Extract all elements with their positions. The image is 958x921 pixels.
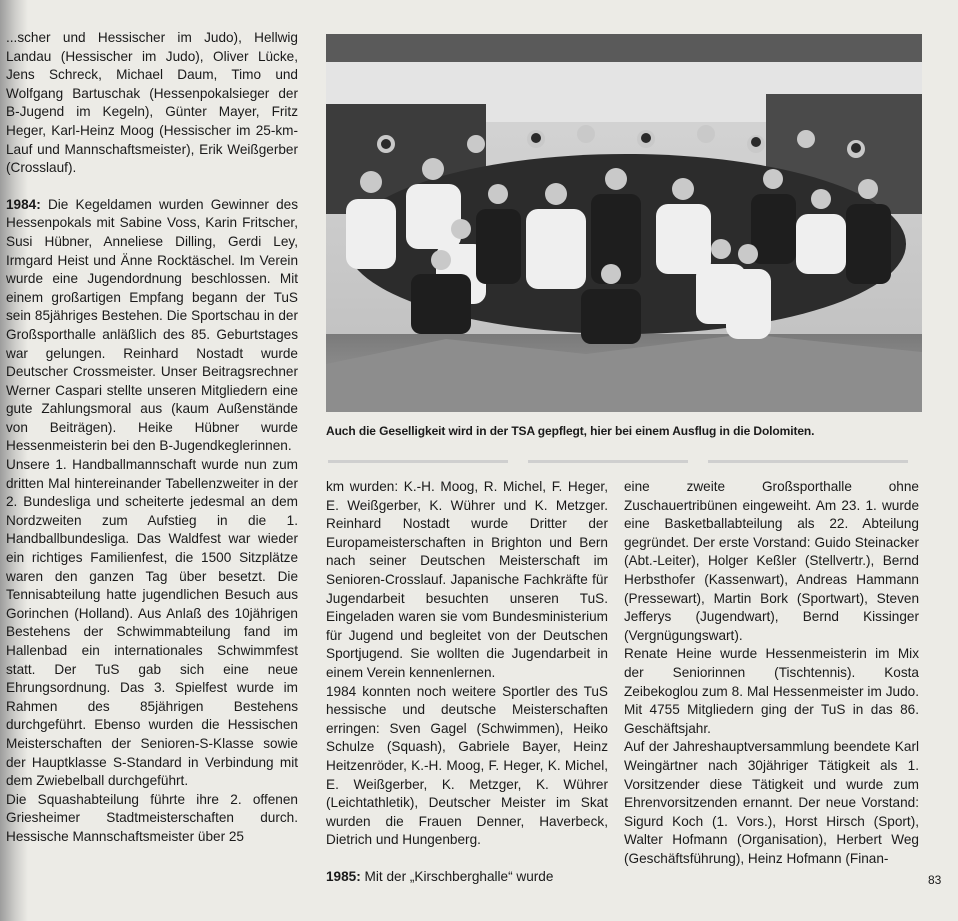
- text-column-right: [624, 478, 919, 868]
- group-photo-graphic: [326, 34, 922, 412]
- text-column-left: [6, 29, 298, 847]
- paragraph: Auf der Jahreshauptversammlung beendete Karl Weingärtner nach 30jähriger Tätigkeit als 1. Vorsitzender diese Tätigkeit und wurde zum Ehrenvorsitzenden ernannt. Der neue Vorstand: Sigurd Koch (1. Vors.), Horst Hirsch (Sport), Walter Hofmann (Organisation), Herbert Weg (Geschäftsführung), Heinz Hofmann (Finan-: [624, 739, 919, 866]
- photo-caption: Auch die Geselligkeit wird in der TSA gepflegt, hier bei einem Ausflug in die Dolomiten.: [326, 424, 815, 438]
- paragraph: 1985: Mit der „Kirschberghalle“ wurde: [326, 868, 554, 884]
- page-number: 83: [928, 873, 942, 887]
- paragraph: 1984 konnten noch weitere Sportler des TuS hessische und deutsche Meisterschaften erringen: Sven Gagel (Schwimmen), Heiko Schulze (Squash), Gabriele Bayer, Heinz Heitzenröder, K.-H. Moog, F. Heger, K. Michel, E. Weißgerber, K. Metzger, K. Wührer (Leichtathletik), Deutscher Meister im Skat wurden die Frauen Denner, Haverbeck, Dietrich und Hungenberg.: [326, 683, 608, 848]
- paragraph: Die Squashabteilung führte ihre 2. offenen Griesheimer Stadtmeisterschaften durch. Hessische Mannschaftsmeister über 25: [6, 791, 298, 844]
- paragraph: 1984: Die Kegeldamen wurden Gewinner des Hessenpokals mit Sabine Voss, Karin Fritscher, Susi Hübner, Anneliese Dilling, Gerdi Ley, Irmgard Heist und Änne Rocktäschel. Im Verein wurde eine Jugendordnung beschlossen. Mit einem großartigen Empfang begann der TuS sein 85jähriges Bestehen. Die Sportschau in der Großsporthalle anläßlich des 85. Geburtstages war gelungen. Reinhard Nostadt wurde Deutscher Crossmeister. Unser Beitragsrechner Werner Caspari stellte unseren Mitgliedern eine gute Zahlungsmoral aus (kaum Außenstände von Beiträgen). Heike Hübner wurde Hessenmeisterin bei den B-Jugendkeglerinnen.: [6, 196, 298, 454]
- paragraph: Renate Heine wurde Hessenmeisterin im Mix der Seniorinnen (Tischtennis). Kosta Zeibekoglou zum 8. Mal Hessenmeister im Judo. Mit 4755 Mitgliedern ging der TuS in das 86. Geschäftsjahr.: [624, 646, 919, 736]
- paragraph: eine zweite Großsporthalle ohne Zuschauertribünen eingeweiht. Am 23. 1. wurde eine Basketballabteilung als 22. Abteilung gegründet. Der erste Vorstand: Guido Steinacker (Abt.-Leiter), Holger Keßler (Stellvertr.), Bernd Herbsthofer (Kassenwart), Andreas Hammann (Pressewart), Martin Bork (Sportwart), Steven Jefferys (Jugendwart), Bernd Kissinger (Vergnügungswart).: [624, 479, 919, 643]
- paragraph: ...scher und Hessischer im Judo), Hellwig Landau (Hessischer im Judo), Oliver Lücke, Jens Schreck, Michael Daum, Timo und Wolfgang Bartuschak (Hessenpokalsieger der B-Jugend im Kegeln), Günter Mayer, Fritz Heger, Karl-Heinz Moog (Hessischer im 25-km-Lauf und Mannschaftsmeister), Erik Weißgerber (Crosslauf).: [6, 30, 298, 176]
- text-column-middle: [326, 478, 608, 886]
- year-heading: 1984:: [6, 196, 41, 212]
- group-photo: [326, 34, 922, 412]
- paragraph: km wurden: K.-H. Moog, R. Michel, F. Heger, E. Weißgerber, K. Wührer und K. Metzger. Reinhard Nostadt wurde Dritter der Europameisterschaften in Brighton und Bern nach seiner Deutschen Meisterschaft im Senioren-Crosslauf. Japanische Fachkräfte für Jugendarbeit besuchten unseren TuS. Eingeladen waren sie vom Bundesministerium für Jugend und begleitet von der Deutschen Sportjugend. Sie wollten die Jugendarbeit in einem Verein kennenlernen.: [326, 479, 608, 680]
- paragraph: Unsere 1. Handballmannschaft wurde nun zum dritten Mal hintereinander Tabellenzweiter in der 2. Bundesliga und scheiterte jedesmal an dem Nordzweiten zum Aufstieg in die 1. Handballbundesliga. Das Waldfest war wieder ein richtiges Familienfest, die 1500 Sitzplätze waren den ganzen Tag über besetzt. Die Tennisabteilung hatte jugendlichen Besuch aus Gorinchen (Holland). Aus Anlaß des 10jährigen Bestehens der Schwimmabteilung fand im Hallenbad ein internationales Schwimmfest statt. Der TuS gab sich eine neue Ehrungsordnung. Das 3. Spielfest wurde im Rahmen des 85jährigen Bestehens durchgeführt. Ebenso wurden die Hessischen Meisterschaften der Senioren-S-Klasse sowie der Hauptklasse S-Standard in Verbindung mit dem Zwiebelball durchgeführt.: [6, 457, 298, 789]
- bleed-through-shadow: [328, 455, 928, 469]
- year-heading: 1985:: [326, 868, 361, 884]
- bleed-through-graphic: [328, 455, 928, 469]
